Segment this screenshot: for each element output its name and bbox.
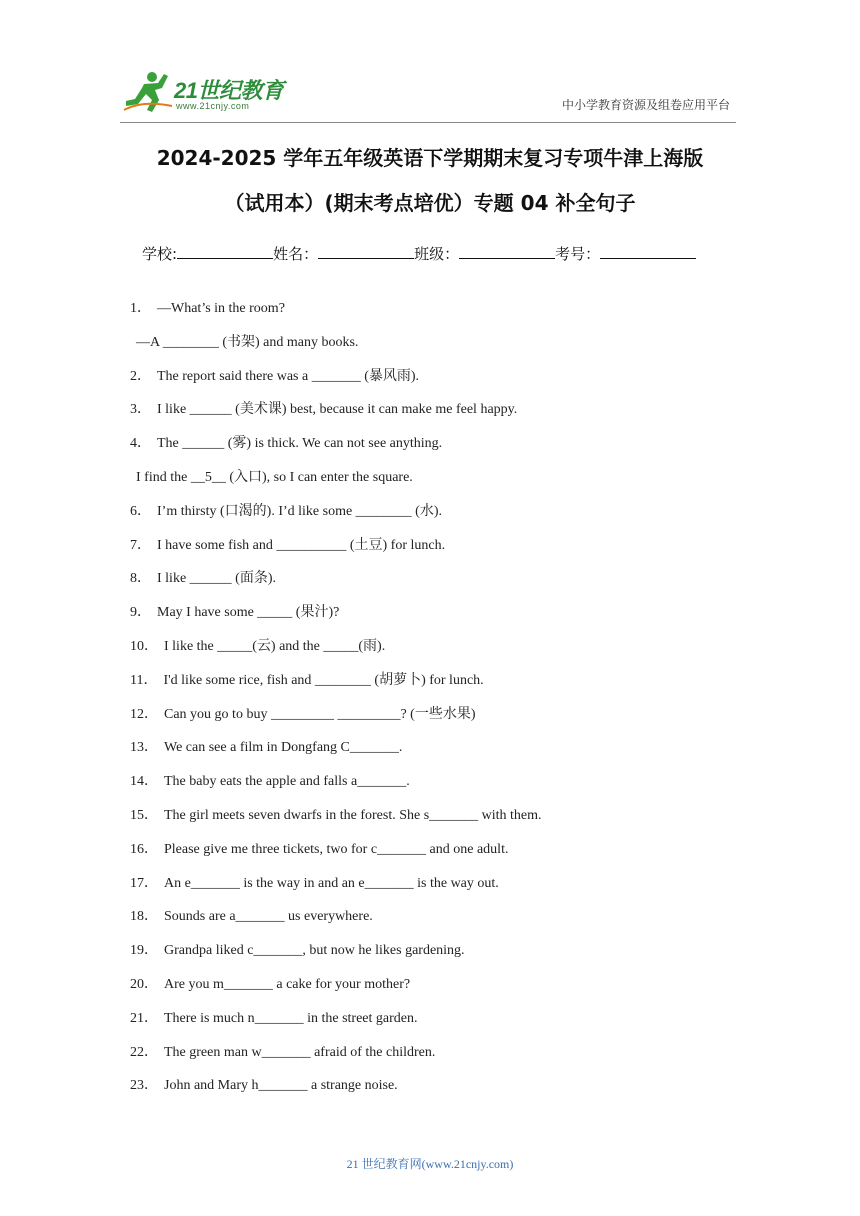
platform-label: 中小学教育资源及组卷应用平台: [561, 98, 730, 112]
number-blank[interactable]: [600, 244, 696, 259]
question-item: [130, 297, 285, 317]
question-text: There is much n_______ in the street garden.: [164, 1010, 418, 1026]
question-text: The ______ (雾) is thick. We can not see anything.: [157, 436, 443, 452]
question-text: I like ______ (面条).: [157, 571, 276, 587]
question-number: 2．: [130, 368, 151, 384]
question-item: [130, 635, 385, 655]
question-item: [130, 804, 542, 824]
question-item: [130, 973, 410, 993]
question-item: [130, 703, 475, 723]
page-header: [0, 0, 860, 130]
question-text: I find the __5__ (入口), so I can enter the square.: [136, 470, 413, 485]
question-item: [130, 432, 442, 452]
question-text: The green man w_______ afraid of the children.: [164, 1044, 436, 1060]
question-item: [130, 398, 517, 418]
question-item: [130, 500, 442, 520]
question-item: [130, 770, 410, 790]
question-number: 13．: [130, 740, 158, 756]
question-item: [130, 601, 339, 621]
question-item: [130, 1041, 435, 1061]
question-text: I like ______ (美术课) best, because it can make me feel happy.: [157, 402, 518, 418]
question-text: I have some fish and __________ (土豆) for lunch.: [157, 537, 446, 553]
question-number: 9．: [130, 605, 151, 621]
name-blank[interactable]: [318, 244, 414, 259]
question-item: [130, 1007, 417, 1027]
question-text: May I have some _____ (果汁)?: [157, 605, 340, 621]
question-number: 6．: [130, 503, 151, 519]
number-label: 考号：: [555, 245, 601, 263]
question-item: [130, 939, 465, 959]
question-text: We can see a film in Dongfang C_______.: [164, 740, 403, 756]
question-number: 11．: [130, 672, 158, 688]
question-number: 20．: [130, 977, 158, 992]
question-number: 23．: [130, 1078, 158, 1094]
page-title-line2: （试用本）(期末考点培优）专题 04 补全句子: [224, 191, 636, 215]
question-text: —What’s in the room?: [157, 301, 285, 316]
name-label: 姓名：: [273, 245, 319, 263]
logo-text: 21世纪教育: [174, 78, 284, 103]
question-number: 4．: [130, 436, 151, 452]
question-number: 14．: [130, 774, 158, 790]
question-item: [130, 838, 508, 858]
question-text: Grandpa liked c_______, but now he likes gardening.: [164, 943, 465, 959]
page-footer: 21 世纪教育网(www.21cnjy.com): [346, 1157, 514, 1171]
school-label: 学校:: [142, 245, 178, 263]
student-info-row: [142, 243, 696, 264]
question-number: 15．: [130, 808, 158, 823]
question-text: The baby eats the apple and falls a_______.: [164, 774, 410, 790]
question-text: I’m thirsty (口渴的). I’d like some ________ (水).: [157, 503, 443, 519]
question-number: 12．: [130, 706, 158, 722]
question-item: [130, 872, 499, 892]
question-item: [130, 534, 445, 554]
question-number: 17．: [130, 875, 158, 891]
question-number: 18．: [130, 909, 158, 925]
class-label: 班级：: [414, 245, 460, 263]
question-item: [130, 466, 413, 486]
question-item: [130, 365, 419, 385]
question-number: 19．: [130, 943, 158, 959]
page-title-line1: 2024-2025 学年五年级英语下学期期末复习专项牛津上海版: [156, 146, 704, 170]
class-blank[interactable]: [459, 244, 555, 259]
question-number: 16．: [130, 841, 158, 857]
question-number: 21．: [130, 1010, 158, 1026]
question-text: I like the _____(云) and the _____(雨).: [164, 639, 386, 654]
question-number: 10．: [130, 639, 158, 654]
school-blank[interactable]: [177, 244, 273, 259]
logo: [122, 68, 290, 116]
question-item: [130, 669, 484, 689]
question-number: 7．: [130, 537, 151, 553]
question-text: Please give me three tickets, two for c_______ and one adult.: [164, 841, 509, 857]
question-text: John and Mary h_______ a strange noise.: [164, 1078, 398, 1094]
question-text: —A ________ (书架) and many books.: [136, 334, 359, 350]
question-text: The report said there was a _______ (暴风雨).: [157, 368, 420, 384]
question-item: [130, 736, 402, 756]
question-text: I'd like some rice, fish and ________ (胡萝卜) for lunch.: [163, 672, 484, 688]
question-number: 1．: [130, 301, 151, 316]
header-divider: [120, 122, 736, 123]
runner-logo-icon: [122, 70, 174, 114]
question-number: 8．: [130, 571, 151, 587]
question-number: 3．: [130, 402, 151, 418]
logo-url: www.21cnjy.com: [176, 101, 250, 111]
question-item: [130, 567, 276, 587]
question-item: [130, 331, 358, 351]
question-item: [130, 905, 373, 925]
question-number: 22．: [130, 1044, 158, 1060]
question-item: [130, 1074, 398, 1094]
question-text: Sounds are a_______ us everywhere.: [164, 909, 373, 925]
question-text: The girl meets seven dwarfs in the forest. She s_______ with them.: [164, 808, 542, 823]
question-text: Can you go to buy _________ _________? (一些水果): [164, 706, 476, 722]
question-text: Are you m_______ a cake for your mother?: [164, 977, 411, 992]
question-text: An e_______ is the way in and an e_______ is the way out.: [164, 875, 499, 891]
